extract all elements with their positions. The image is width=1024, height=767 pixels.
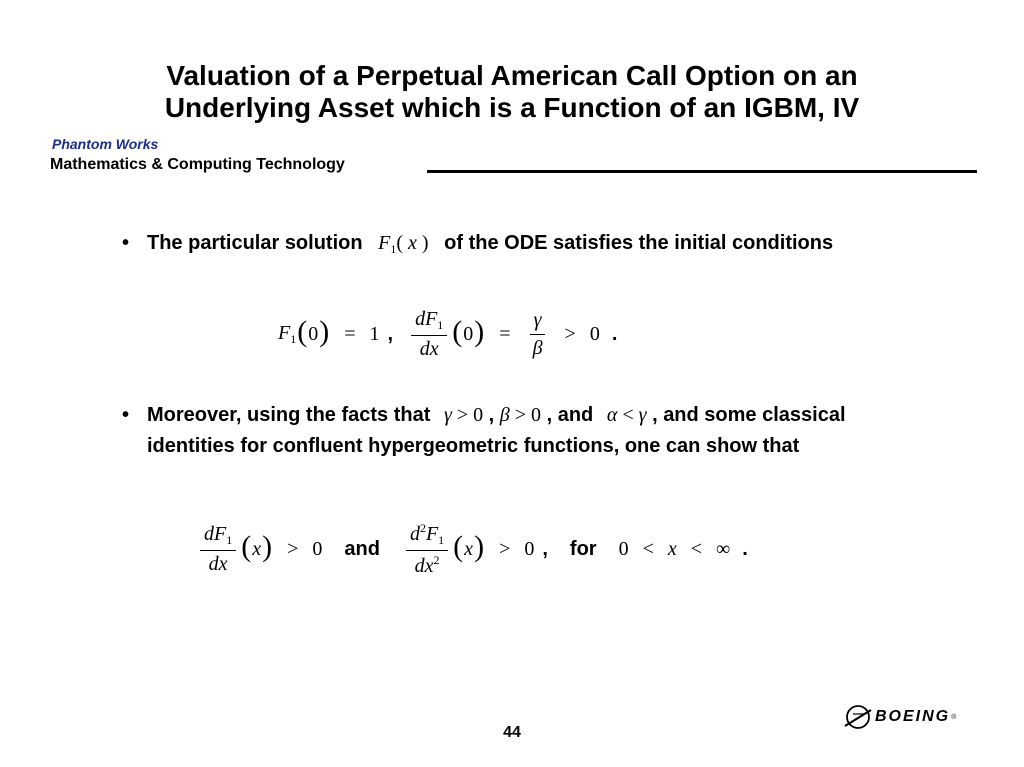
boeing-emblem-icon <box>843 702 873 732</box>
brand-label: Phantom Works <box>52 136 159 152</box>
equation-derivative-signs: $\frac{dF_1}{dx}$ ( x ) > 0 and $\frac{d^2F_1}{dx^2}$ ( x ) > 0 , for 0 < x < ∞ . <box>196 515 748 583</box>
bullet1-text-before: The particular solution <box>147 232 363 254</box>
bullet1-text-after: of the ODE satisfies the initial conditions <box>444 232 834 254</box>
registered-mark: ® <box>951 713 957 721</box>
header-divider <box>427 170 977 173</box>
bullet-marker: • <box>122 404 130 426</box>
bullet-classical-identities: • Moreover, using the facts that γ > 0 , β > 0 , and α < γ , and some classical identities for confluent hypergeometric functions, one can show that <box>122 400 892 462</box>
math-f1-of-x: $F_1$( x ) <box>378 232 429 256</box>
bullet2-text-start: Moreover, using the facts that <box>147 404 431 426</box>
bullet2-text-end: and some classical identities for confluent hypergeometric functions, one can show that <box>147 404 846 457</box>
department-label: Mathematics & Computing Technology <box>50 156 345 173</box>
title-line-1: Valuation of a Perpetual American Call Option on an <box>166 60 858 91</box>
bullet-marker: • <box>122 232 130 254</box>
equation2-for: for <box>569 537 597 560</box>
boeing-wordmark: BOEING <box>875 708 951 725</box>
equation2-and: and <box>344 537 380 560</box>
boeing-logo <box>843 700 993 734</box>
equation-initial-conditions: $F_1$ ( 0 ) = 1 , $\frac{dF_1}{dx}$ ( 0 ) = $\frac{\gamma}{\beta}$ > 0 . <box>278 307 618 360</box>
math-alpha-less-gamma: α < γ <box>606 404 647 426</box>
math-gamma-positive: γ > 0 <box>443 404 484 426</box>
bullet2-and: and <box>557 404 594 426</box>
bullet-particular-solution <box>122 228 902 265</box>
slide-title <box>40 60 984 124</box>
page-number: 44 <box>503 724 521 741</box>
math-beta-positive: β > 0 <box>499 404 542 426</box>
title-line-2: Underlying Asset which is a Function of an IGBM, IV <box>164 92 860 123</box>
